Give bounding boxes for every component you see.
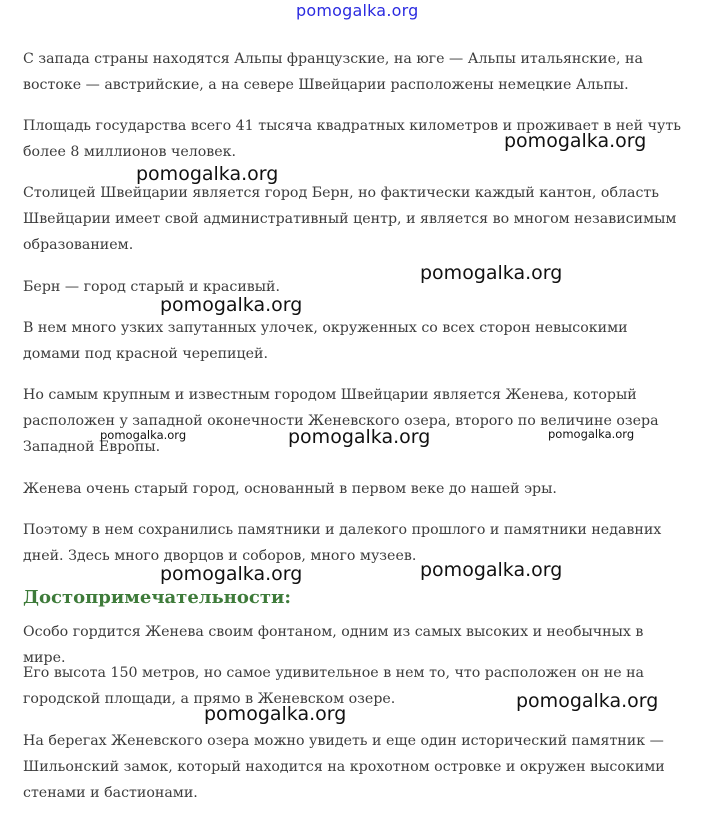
- watermark: pomogalka.org: [160, 294, 303, 316]
- watermark: pomogalka.org: [516, 690, 659, 712]
- watermark: pomogalka.org: [420, 262, 563, 284]
- paragraph-area: Площадь государства всего 41 тысяча квадратных километров и проживает в ней чуть более 8 миллионов человек.: [23, 118, 681, 160]
- cropped-text-line: [146, 14, 414, 20]
- watermark: pomogalka.org: [160, 563, 303, 585]
- watermark: pomogalka.org: [288, 426, 431, 448]
- paragraph-bern: Берн — город старый и красивый.: [23, 279, 281, 295]
- paragraph-fountain: Особо гордится Женева своим фонтаном, одним из самых высоких и необычных в мире.: [23, 624, 644, 666]
- watermark: pomogalka.org: [548, 427, 635, 441]
- paragraph-capital: Столицей Швейцарии является город Берн, но фактически каждый кантон, область Швейцарии имеет свой административный центр, и является во многом независимым образованием.: [23, 185, 677, 253]
- paragraph-streets: В нем много узких запутанных улочек, окруженных со всех сторон невысокими домами под красной черепицей.: [23, 320, 628, 362]
- paragraph-monuments: Поэтому в нем сохранились памятники и далекого прошлого и памятники недавних дней. Здесь много дворцов и соборов, много музеев.: [23, 522, 662, 564]
- paragraph-geneva-age: Женева очень старый город, основанный в первом веке до нашей эры.: [23, 481, 557, 497]
- watermark: pomogalka.org: [420, 559, 563, 581]
- paragraph-geneva: Но самым крупным и известным городом Швейцарии является Женева, который расположен у западной оконечности Женевского озера, второго по величине озера Западной Европы.: [23, 387, 659, 455]
- watermark: pomogalka.org: [504, 130, 647, 152]
- paragraph-fountain-height: Его высота 150 метров, но самое удивительное в нем то, что расположен он не на городской площади, а прямо в Женевском озере.: [23, 665, 645, 707]
- section-heading: Достопримечательности:: [23, 587, 291, 608]
- top-watermark: pomogalka.org: [296, 1, 419, 20]
- watermark: pomogalka.org: [204, 703, 347, 725]
- watermark: pomogalka.org: [136, 163, 279, 185]
- watermark: pomogalka.org: [100, 428, 187, 442]
- paragraph-alps: С запада страны находятся Альпы французские, на юге — Альпы итальянские, на востоке — австрийские, а на севере Швейцарии расположены немецкие Альпы.: [23, 51, 643, 93]
- paragraph-chillon: На берегах Женевского озера можно увидеть и еще один исторический памятник — Шильонский замок, который находится на крохотном островке и окружен высокими стенами и бастионами.: [23, 733, 665, 801]
